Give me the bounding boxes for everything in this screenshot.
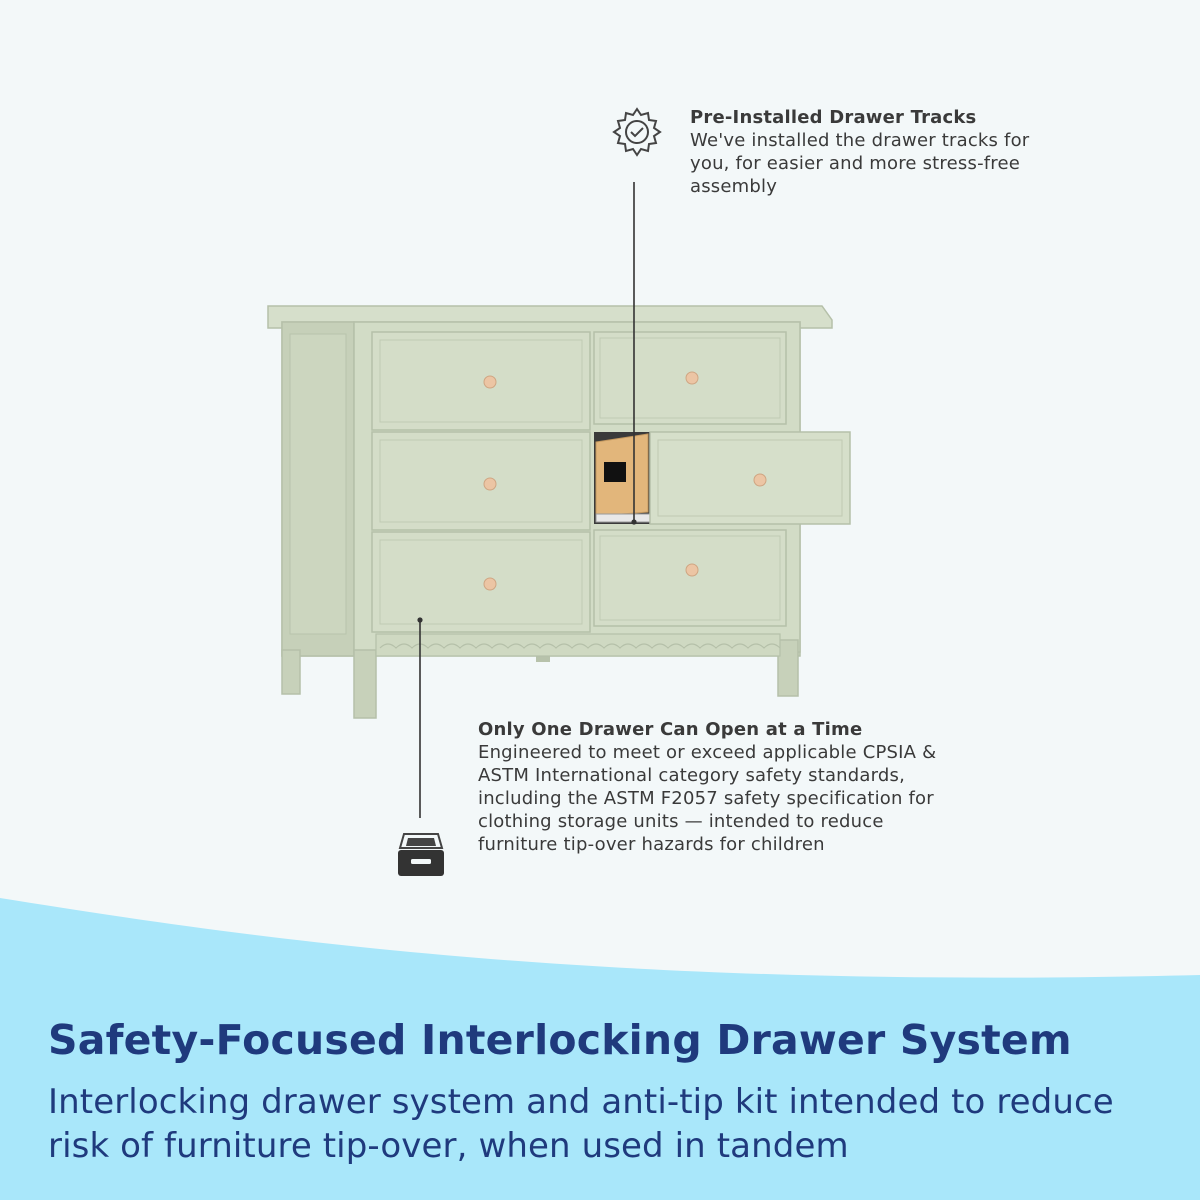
callout-title: Only One Drawer Can Open at a Time bbox=[478, 719, 863, 740]
banner-subline: Interlocking drawer system and anti-tip kit intended to reduce risk of furniture tip-over, when used in tandem bbox=[48, 1082, 1114, 1166]
callout-drawer-tracks bbox=[690, 106, 1050, 198]
callout-body: We've installed the drawer tracks for you, for easier and more stress-free assembly bbox=[690, 130, 1030, 197]
gear-check-icon bbox=[610, 105, 664, 159]
callout-one-drawer bbox=[478, 718, 948, 856]
open-drawer-icon bbox=[396, 830, 446, 878]
callout-title: Pre-Installed Drawer Tracks bbox=[690, 107, 977, 128]
banner-headline: Safety-Focused Interlocking Drawer System bbox=[48, 1016, 1072, 1064]
callout-body: Engineered to meet or exceed applicable CPSIA & ASTM International category safety standards, including the ASTM F2057 safety specification for clothing storage units — intended to reduce furniture tip-over hazards for children bbox=[478, 742, 937, 855]
